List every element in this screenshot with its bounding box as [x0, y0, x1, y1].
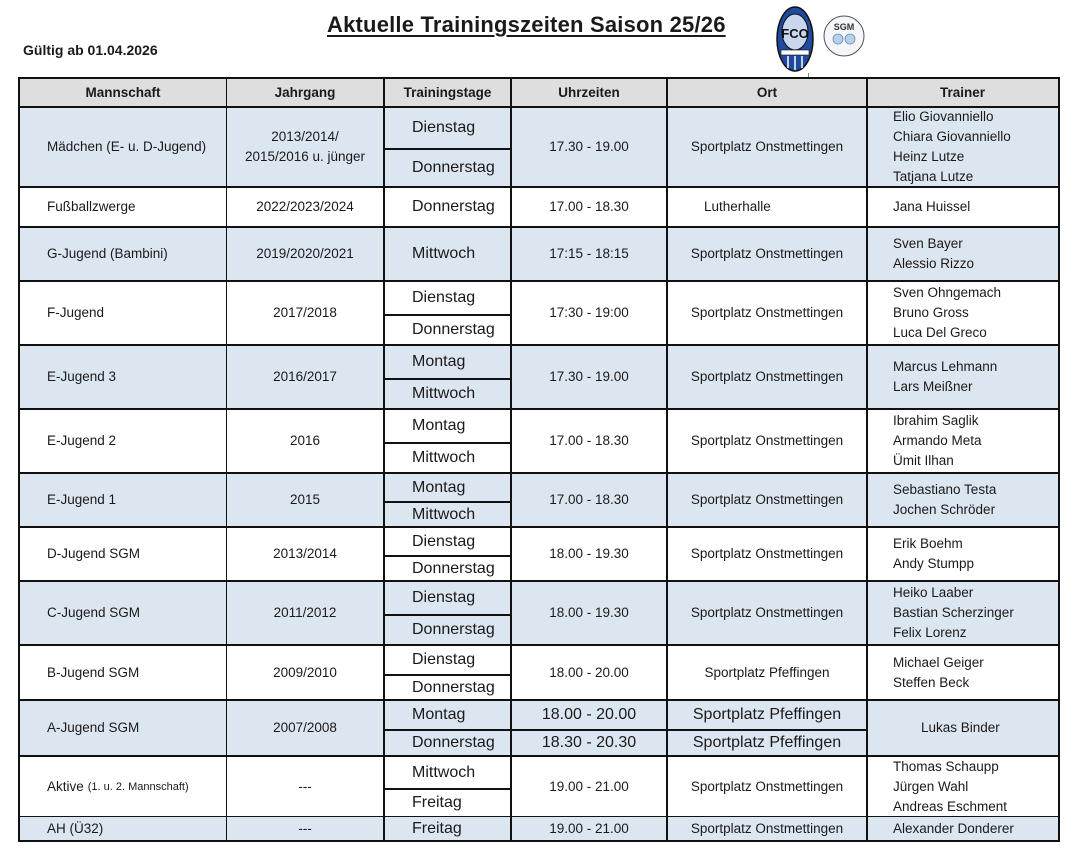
training-time: 18.00 - 19.30	[549, 546, 629, 561]
birth-years-stack	[273, 663, 337, 683]
trainers	[867, 108, 1058, 186]
birth-years	[226, 282, 384, 344]
team-name	[20, 188, 226, 226]
column-divider	[226, 79, 227, 840]
team-label: Aktive	[47, 778, 84, 794]
training-day-label: Donnerstag	[412, 621, 495, 638]
trainers	[867, 582, 1058, 644]
trainer-list	[893, 197, 970, 217]
table-row	[20, 106, 1058, 186]
training-place: Sportplatz Onstmettingen	[690, 546, 844, 561]
training-day	[384, 788, 511, 816]
birth-years-stack	[290, 490, 320, 510]
training-time-label: 18.30 - 20.30	[541, 734, 637, 751]
trainer-list	[893, 234, 974, 274]
trainer-name: Michael Geiger	[893, 654, 984, 670]
trainers	[867, 817, 1058, 840]
training-day-label: Dienstag	[412, 119, 476, 136]
training-places	[667, 701, 867, 755]
trainer-list	[893, 107, 1011, 187]
training-days	[384, 228, 511, 280]
birth-years-stack	[298, 819, 312, 839]
team-name	[20, 282, 226, 344]
training-time: 18.00 - 19.30	[549, 605, 629, 620]
team-label: B-Jugend SGM	[47, 664, 140, 680]
trainer-name: Bruno Gross	[893, 305, 969, 320]
trainer-list	[893, 283, 1001, 343]
table-row	[20, 526, 1058, 580]
training-time: 17:30 - 19:00	[549, 305, 629, 320]
team-name	[20, 701, 226, 755]
birth-years	[226, 228, 384, 280]
column-header-trainer: Trainer	[939, 84, 986, 100]
training-time: 19.00 - 21.00	[549, 820, 629, 836]
birth-years	[226, 701, 384, 755]
training-day	[384, 378, 511, 408]
training-place: Sportplatz Onstmettingen	[690, 246, 844, 261]
training-days	[384, 757, 511, 816]
training-place: Sportplatz Onstmettingen	[690, 820, 844, 836]
training-time	[511, 701, 667, 729]
trainer-name: Sven Bayer	[893, 236, 963, 251]
training-day	[384, 757, 511, 788]
trainer-name: Lars Meißner	[893, 379, 973, 394]
trainers	[867, 346, 1058, 408]
training-day-label: Dienstag	[412, 289, 476, 306]
birth-years-stack	[256, 197, 354, 217]
training-place: Sportplatz Pfeffingen	[704, 664, 830, 680]
training-place: Sportplatz Onstmettingen	[690, 605, 844, 620]
training-day	[384, 108, 511, 148]
trainer-name: Armando Meta	[893, 433, 982, 448]
trainer-name: Ibrahim Saglik	[893, 413, 979, 428]
team-name	[20, 410, 226, 472]
training-days	[384, 282, 511, 344]
training-days	[384, 646, 511, 699]
birth-years-line: 2022/2023/2024	[256, 199, 354, 214]
trainer-name: Felix Lorenz	[893, 625, 967, 640]
team-name	[20, 817, 226, 840]
birth-years-line: 2013/2014/	[271, 129, 339, 144]
trainers	[867, 188, 1058, 226]
trainer-list	[893, 653, 984, 693]
training-day	[384, 314, 511, 344]
training-day	[384, 646, 511, 674]
team-name	[20, 346, 226, 408]
team-name	[20, 646, 226, 699]
training-time: 17.00 - 18.30	[549, 492, 629, 507]
birth-years-line: 2016	[289, 433, 321, 448]
trainers	[867, 646, 1058, 699]
training-day	[384, 729, 511, 755]
table-row	[20, 226, 1058, 280]
trainers	[867, 757, 1058, 816]
training-day-label: Donnerstag	[412, 678, 495, 696]
table-row	[20, 186, 1058, 226]
training-day-label: Mittwoch	[412, 385, 476, 402]
team-label: E-Jugend 1	[47, 492, 117, 507]
training-day	[384, 674, 511, 699]
birth-years-stack	[273, 718, 337, 738]
birth-years	[226, 817, 384, 840]
training-days	[384, 410, 511, 472]
team-label: D-Jugend SGM	[47, 546, 141, 561]
training-time: 17.30 - 19.00	[549, 369, 629, 384]
column-header-jahrgang: Jahrgang	[274, 84, 336, 100]
training-place: Lutherhalle	[704, 199, 771, 214]
trainer-list	[893, 357, 997, 397]
training-place: Sportplatz Onstmettingen	[690, 305, 844, 320]
birth-years-stack	[274, 603, 337, 623]
trainer-name: Ümit Ilhan	[893, 453, 954, 468]
column-divider	[666, 79, 668, 840]
team-name	[20, 474, 226, 526]
birth-years	[226, 346, 384, 408]
training-day-label: Mittwoch	[412, 245, 476, 262]
training-place: Sportplatz Onstmettingen	[690, 492, 844, 507]
column-header-ort: Ort	[756, 84, 778, 100]
trainer-name: Lukas Binder	[921, 720, 1000, 735]
trainer-name: Bastian Scherzinger	[893, 605, 1014, 620]
training-day-label: Dienstag	[412, 651, 476, 668]
column-divider	[866, 79, 868, 840]
page-title: Aktuelle Trainingszeiten Saison 25/26	[327, 12, 726, 37]
trainer-name: Steffen Beck	[893, 674, 970, 690]
table-header-row	[20, 79, 1058, 106]
team-label: E-Jugend 3	[47, 369, 117, 384]
birth-years	[226, 410, 384, 472]
birth-years-line: ---	[298, 778, 312, 794]
trainer-name: Andreas Eschment	[893, 798, 1008, 814]
team-name	[20, 528, 226, 580]
trainer-name: Tatjana Lutze	[893, 169, 974, 184]
training-day-label: Donnerstag	[412, 559, 495, 577]
trainers	[867, 701, 1058, 755]
svg-text:FCO: FCO	[781, 26, 809, 41]
column-divider	[510, 79, 512, 840]
trainer-name: Heiko Laaber	[893, 585, 974, 600]
birth-years-stack	[298, 777, 312, 797]
training-time: 17:15 - 18:15	[549, 246, 629, 261]
training-day-label: Donnerstag	[412, 159, 495, 176]
training-day-label: Dienstag	[412, 589, 476, 606]
training-days	[384, 528, 511, 580]
trainer-name: Andy Stumpp	[893, 556, 975, 571]
trainer-name: Erik Boehm	[893, 536, 963, 551]
training-time	[511, 729, 667, 755]
birth-years-stack	[256, 244, 354, 264]
trainer-name: Alexander Donderer	[893, 820, 1014, 836]
birth-years-line: 2019/2020/2021	[256, 246, 354, 261]
svg-text:SGM: SGM	[833, 22, 855, 32]
training-day	[384, 346, 511, 378]
table-row	[20, 644, 1058, 699]
training-time: 17.30 - 19.00	[549, 139, 629, 154]
training-day-label: Donnerstag	[412, 734, 495, 751]
trainers	[867, 228, 1058, 280]
birth-years-stack	[273, 544, 337, 564]
trainer-name: Alessio Rizzo	[893, 256, 975, 271]
sgm-logo	[822, 14, 866, 58]
birth-years	[226, 108, 384, 186]
trainer-list	[893, 534, 974, 574]
table-row	[20, 408, 1058, 472]
birth-years-line: 2011/2012	[273, 605, 337, 620]
team-name	[20, 228, 226, 280]
trainer-name: Elio Giovanniello	[893, 109, 994, 124]
table-row	[20, 344, 1058, 408]
birth-years	[226, 188, 384, 226]
table-row	[20, 580, 1058, 644]
training-days	[384, 582, 511, 644]
training-day-label: Montag	[412, 353, 466, 370]
training-place	[667, 729, 867, 755]
training-days	[384, 817, 511, 840]
table-row	[20, 755, 1058, 816]
trainers	[867, 528, 1058, 580]
birth-years-stack	[245, 127, 365, 167]
trainer-name: Sebastiano Testa	[893, 482, 997, 497]
birth-years	[226, 582, 384, 644]
team-label: Fußballzwerge	[47, 199, 136, 214]
training-day	[384, 817, 511, 840]
birth-years	[226, 528, 384, 580]
table-row	[20, 816, 1058, 840]
training-day-label: Montag	[412, 706, 466, 723]
training-day-label: Freitag	[412, 819, 462, 837]
team-label: E-Jugend 2	[47, 433, 117, 448]
trainer-list	[893, 819, 1014, 839]
training-day-label: Donnerstag	[412, 321, 495, 338]
training-day	[384, 188, 511, 226]
training-days	[384, 108, 511, 186]
birth-years	[226, 757, 384, 816]
trainer-list	[893, 480, 996, 520]
trainer-name: Jürgen Wahl	[893, 778, 969, 794]
training-time: 17.00 - 18.30	[549, 433, 629, 448]
training-day	[384, 701, 511, 729]
training-day-label: Montag	[412, 478, 466, 496]
birth-years-line: 2015	[289, 492, 321, 507]
trainer-name: Luca Del Greco	[893, 325, 987, 340]
training-place: Sportplatz Onstmettingen	[690, 139, 844, 154]
team-note: (1. u. 2. Mannschaft)	[87, 780, 189, 793]
team-label: A-Jugend SGM	[47, 720, 140, 735]
training-times	[511, 701, 667, 755]
trainer-name: Chiara Giovanniello	[893, 129, 1011, 144]
trainer-list	[893, 411, 982, 471]
training-day	[384, 614, 511, 644]
column-divider	[383, 79, 385, 840]
training-day-label: Mittwoch	[412, 449, 476, 466]
training-table	[18, 77, 1060, 842]
training-day-label: Mittwoch	[412, 505, 476, 523]
training-time: 17.00 - 18.30	[549, 199, 629, 214]
training-day-label: Donnerstag	[412, 198, 495, 215]
trainer-name: Jochen Schröder	[893, 502, 996, 517]
trainers	[867, 474, 1058, 526]
training-place: Sportplatz Onstmettingen	[690, 369, 844, 384]
training-days	[384, 701, 511, 755]
valid-from-date: Gültig ab 01.04.2026	[23, 42, 158, 58]
birth-years-line: 2017/2018	[273, 305, 337, 320]
birth-years-line: 2009/2010	[273, 664, 337, 680]
training-day-label: Montag	[412, 417, 466, 434]
training-day-label: Freitag	[412, 794, 462, 811]
training-time-label: 18.00 - 20.00	[541, 706, 637, 723]
team-label: AH (Ü32)	[47, 820, 104, 836]
trainer-name: Heinz Lutze	[893, 149, 965, 164]
birth-years-stack	[290, 431, 320, 451]
trainer-list	[893, 583, 1014, 643]
birth-years-line: 2015/2016 u. jünger	[244, 149, 366, 164]
birth-years	[226, 474, 384, 526]
team-label: F-Jugend	[47, 305, 105, 320]
team-name	[20, 757, 226, 816]
trainer-list	[893, 757, 1007, 817]
column-header-mannschaft: Mannschaft	[85, 84, 161, 100]
team-name	[20, 108, 226, 186]
birth-years-line: 2013/2014	[273, 546, 337, 561]
trainer-name: Jana Huissel	[893, 199, 971, 214]
training-place: Sportplatz Onstmettingen	[690, 433, 844, 448]
training-day	[384, 442, 511, 472]
birth-years-line: ---	[298, 820, 312, 836]
table-row	[20, 699, 1058, 755]
trainers	[867, 410, 1058, 472]
team-label: C-Jugend SGM	[47, 605, 141, 620]
training-day	[384, 148, 511, 186]
training-day	[384, 555, 511, 580]
column-header-uhrzeiten: Uhrzeiten	[558, 84, 620, 100]
training-day	[384, 410, 511, 442]
fco-logo	[776, 6, 814, 72]
training-place-label: Sportplatz Pfeffingen	[692, 734, 842, 751]
birth-years-line: 2016/2017	[273, 369, 337, 384]
trainer-list	[921, 718, 1000, 738]
table-row	[20, 280, 1058, 344]
birth-years	[226, 646, 384, 699]
training-day-label: Dienstag	[412, 532, 476, 550]
birth-years-line: 2007/2008	[273, 720, 337, 735]
training-day	[384, 528, 511, 555]
table-row	[20, 472, 1058, 526]
birth-years-stack	[273, 367, 337, 387]
team-label: Mädchen (E- u. D-Jugend)	[47, 139, 207, 154]
trainer-name: Sven Ohngemach	[893, 285, 1002, 300]
column-header-trainingstage: Trainingstage	[403, 84, 492, 100]
training-place	[667, 701, 867, 729]
team-name	[20, 582, 226, 644]
birth-years-stack	[273, 303, 337, 323]
training-day	[384, 501, 511, 526]
training-day	[384, 228, 511, 280]
training-days	[384, 474, 511, 526]
training-time: 18.00 - 20.00	[549, 664, 629, 680]
training-day	[384, 582, 511, 614]
training-days	[384, 346, 511, 408]
training-place: Sportplatz Onstmettingen	[690, 778, 844, 794]
training-time: 19.00 - 21.00	[549, 778, 629, 794]
training-place-label: Sportplatz Pfeffingen	[692, 706, 842, 723]
training-day	[384, 474, 511, 501]
trainer-name: Thomas Schaupp	[893, 758, 999, 774]
team-label: G-Jugend (Bambini)	[47, 246, 168, 261]
trainers	[867, 282, 1058, 344]
training-days	[384, 188, 511, 226]
trainer-name: Marcus Lehmann	[893, 359, 998, 374]
training-day-label: Mittwoch	[412, 763, 476, 781]
training-day	[384, 282, 511, 314]
